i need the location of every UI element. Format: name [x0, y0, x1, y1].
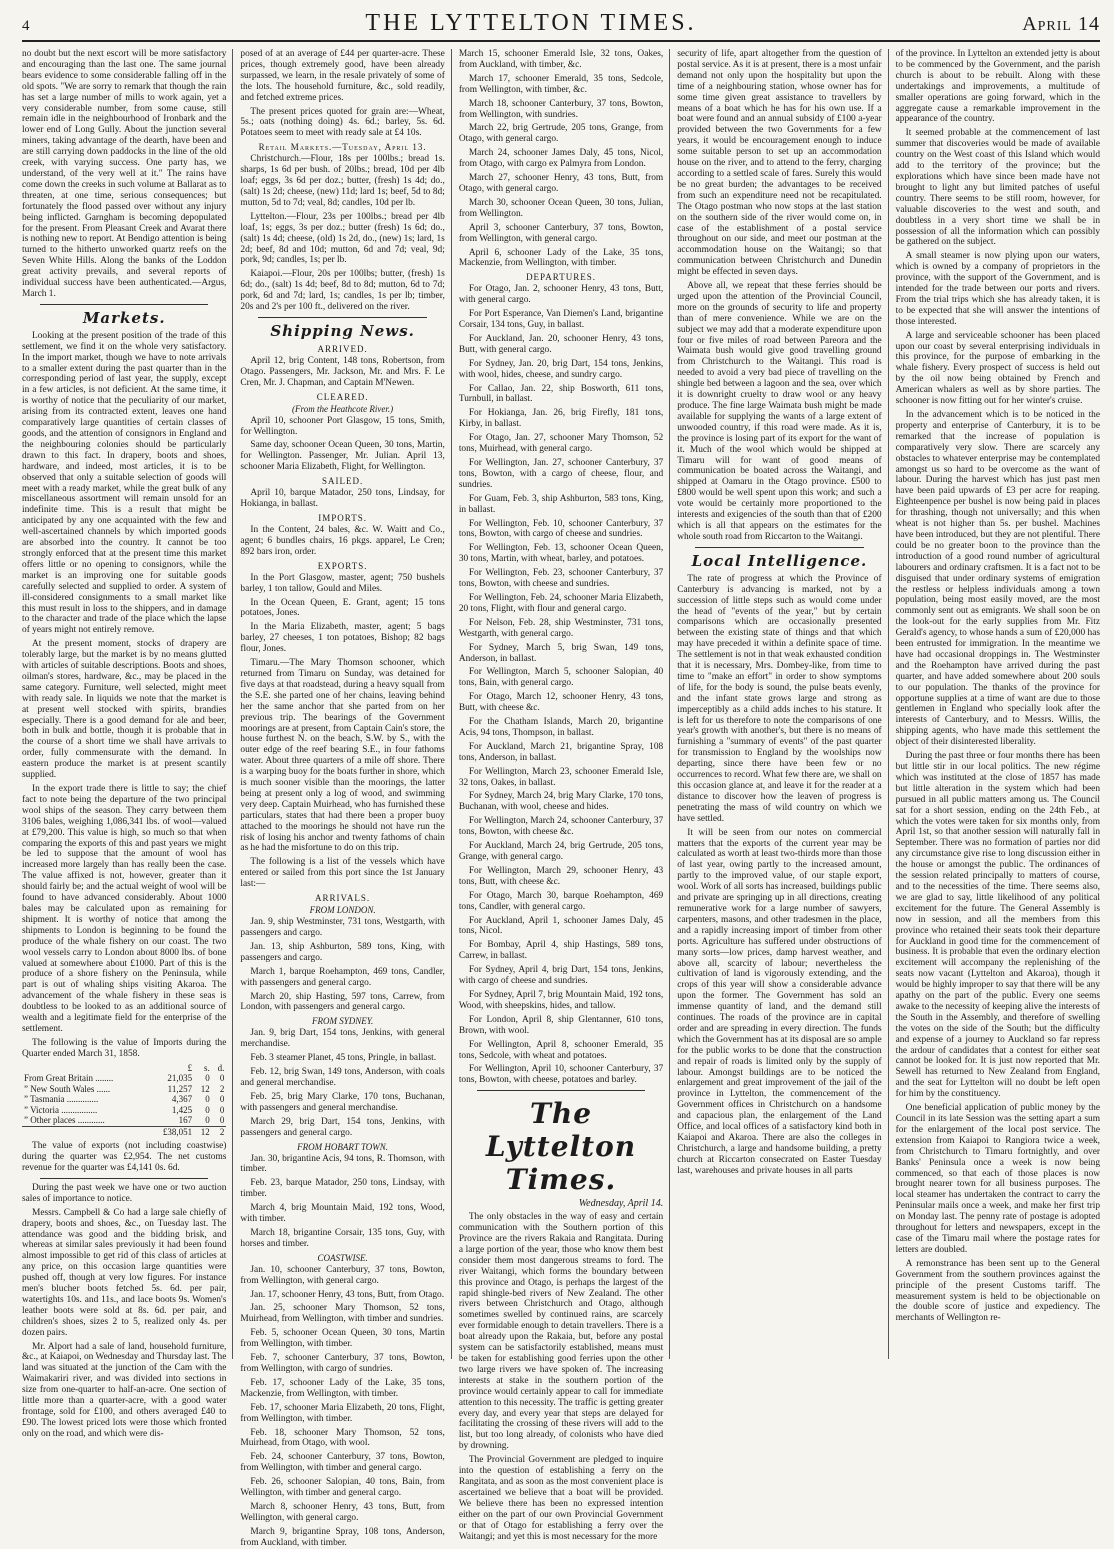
article-paragraph: In the advancement which is to be noticed in the property and enterprise of Canterbury, it is to be remarked that the increase of population is comparatively very slow. There are scarcely any obstacles to whatever enterprise may be contemplated amongst us so hard to be overcome as the want of labour. During the harvest which has just past men have been paid upwards of £3 per acre for reaping. Eighteenpence per bushel is now being paid in places for thrashing, though not universally; and this when wheat is not higher than 5s. per bushel. Machines have been introduced, but they are not plentiful. There could be no greater boon to the province than the introduction of a good round number of agricultural labourers and ordinary craftsmen. It is a fact not to be disguised that under ordinary systems of emigration the restless or helpless individuals among a town population, being most easily moved, are the most commonly sent out as emigrants. We shall soon be on the look-out for the early supplies from Mr. Fitz Gerald's agency, to whose hands a sum of £20,000 has been entrusted for immigration. In the meantime we have had occasional droppings in. The Westminster and the Roehampton have arrived during the past quarter, and have added somewhere about 200 souls to our population. The thanks of the province for opportune supplies at a time of want are due to those gentlemen in England who specially look after the interests of Canterbury, and to Messrs. Willis, the shipping agents, who have made this settlement the object of their disinterested liberality. [895, 410, 1101, 748]
page-number: 4 [22, 18, 30, 34]
table-cell: 4,367 [171, 1094, 193, 1105]
article-paragraph: It seemed probable at the commencement of last summer that discoveries would be made of available country on the West coast of this Island which would add to the territory of the province; but the explorations which have since been made have not brought to light any but limited patches of useful country. There seems to be still room, however, for valuable discoveries to the west and south, and doubtless in a very short time we shall be in possession of all the information which can possibly be gathered on the subject. [895, 128, 1101, 248]
editorial-title: The Lyttelton Times. [485, 1097, 637, 1197]
article-paragraph: posed of at an average of £44 per quarter-acre. These prices, though extremely good, have been already surpassed, we learn, in the resale privately of some of the lots. The household furniture, &c., sold readily, and fetched extreme prices. [240, 49, 445, 103]
table-cell: 0 [205, 1094, 210, 1105]
shipping-entry: For Wellington, Feb. 23, schooner Canterbury, 37 tons, Bowton, with cheese and sundries. [458, 568, 664, 590]
shipping-entry: Jan. 30, brigantine Acis, 94 tons, R. Thomson, with timber. [240, 1153, 445, 1175]
shipping-entry: For Auckland, March 24, brig Gertrude, 205 tons, Grange, with general cargo. [458, 841, 664, 862]
shipping-entry: March 20, ship Hasting, 597 tons, Carrew, from London, with passengers and general cargo. [240, 991, 445, 1013]
divider [695, 547, 863, 548]
shipping-entry: For Wellington, April 8, schooner Emerald, 35 tons, Sedcole, with wheat and potatoes. [458, 1039, 664, 1061]
shipping-entry: March 22, brig Gertrude, 205 tons, Grange, from Otago, with general cargo. [458, 123, 664, 145]
shipping-entry: April 6, schooner Lady of the Lake, 35 tons, Mackenzie, from Wellington, with timber. [458, 247, 664, 269]
shipping-entry: In the Maria Elizabeth, master, agent; 5 bags barley, 27 cheeses, 1 ton potatoes, Bishop; 82 bags flour, Jones. [240, 622, 445, 655]
masthead [22, 10, 1100, 42]
shipping-entry: For Otago, March 30, barque Roehampton, 469 tons, Candler, with general cargo. [458, 890, 664, 912]
shipping-entry: Feb. 23, barque Matador, 250 tons, Lindsay, with timber. [240, 1178, 445, 1200]
article-paragraph: Looking at the present position of the trade of this settlement, we find it on the whole very satisfactory. In the import market, though we have to note arrivals to a smaller extent during the past quarter than in the corresponding period of last year, the supply, except in a few articles, is not deficient. At the same time, it is worthy of notice that the peculiarity of our market, arising from its contracted extent, leaves one hand comparatively large quantities of certain classes of goods, and the attention of consignors in England and the neighbouring colonies should be particularly drawn to this fact. In drapery, boots and shoes, hardware, and indeed, most articles, it is to be observed that only a suitable selection of goods will meet with a ready market, while the great bulk of any miscellaneous assortment will remain unsold for an indefinite time. This is a result that might be anticipated by any one acquainted with the few and well-ascertained channels by which imported goods are absorbed into the country. It cannot be too strongly enforced that at the present time this market offers little or no opening to consignors, while the market is an improving one for suitable goods carefully selected and supplied to order. A system of ill-considered consignments to a small market like this must result in loss to the shippers, and in damage to the character and trade of the place which the lapse of years might not entirely remove. [22, 330, 227, 636]
columns [22, 49, 1101, 1548]
subheading: COASTWISE. [317, 1252, 368, 1263]
shipping-entry: For Wellington, Feb. 24, schooner Maria Elizabeth, 20 tons, Flight, with flour and general cargo. [458, 592, 664, 614]
divider [258, 317, 426, 318]
shipping-entry: Feb. 17, schooner Lady of the Lake, 35 tons, Mackenzie, from Wellington, with timber. [240, 1377, 445, 1399]
divider [40, 1178, 208, 1179]
shipping-entry: For Otago, Jan. 27, schooner Mary Thomson, 52 tons, Muirhead, with general cargo. [458, 433, 664, 455]
article-paragraph: no doubt but the next escort will be more satisfactory and encouraging than the last one. The same journal bears evidence to some considerable falling off in the old spots. "We are sorry to remark that though the rain has set a large number of mills to work again, yet a very considerable number, from some cause, still remain idle in the neighbourhood of Ironbark and the lower end of Long Gully. About the junction several miners, taking advantage of the dearth, have been and are still carrying down paddocks in the line of the old creek, with varying success. One party has, we understand, of the very well at it." The rains have come down the creeks in such volume at Ballarat as to threaten, at one time, serious consequences; but fortunately the flood passed over without any injury being inflicted. Garngham is becoming depopulated for the present. From Pleasant Creek and Avarat there is nothing new to report. At Bendigo attention is being turned to the hitherto unworked quartz reefs on the Seven White Hills. Along the banks of the Loddon great activity prevails, and several reports of individual success have been authenticated.—Argus, March 1. [22, 49, 227, 299]
article-paragraph: During the past three or four months there has been but little stir in our local politics. The new régime which was instituted at the close of 1857 has made but little alteration in the system which had been pursued in all public matters among us. The Council sat for a short session, ending on the 24th Feb., at which the votes were taken for six months only, from April 1st, so that another session will naturally fall in September. There was no formation of parties nor did any circumstance give rise to long discussion either in the house or amongst the public. The ordinances of the session related principally to matters of course, and to the necessities of the time. There seems also, we are glad to say, little likelihood of any political excitement for the future. The General Assembly is now in session, and all the members from this province who retained their seats took their departure for Auckland in good time for the commencement of business. It is probable that even the ordinary election excitement will accompany the replenishing of the seats now vacant (Lyttelton and Akaroa), though it would be highly improper to say that there will be any apathy on the part of the public. Every one seems awake to the necessity of keeping alive the interests of the South in the Assembly, and therefore of swelling the votes on the side of the South; but the difficulty and expense of a journey to Auckland so far repress the ardour of candidates that a contest for either seat cannot be looked for. It is just now reported that Mr. Sewell has returned to New Zealand from England, and the seat for Lyttelton will no doubt be left open for him by the constituency. [895, 751, 1101, 1100]
subheading: ARRIVALS. [315, 893, 371, 904]
shipping-entry: For Bombay, April 4, ship Hastings, 589 tons, Carrew, in ballast. [458, 940, 664, 962]
subheading: FROM HOBART TOWN. [297, 1141, 389, 1152]
article-paragraph: One beneficial application of public money by the Council in its late Session was the setting apart a sum for the enlargement of the local post service. The extension from Kaiapoi to Rangiora twice a week, from Christchurch to Timaru fortnightly, and over Banks' Peninsula once a week is now being commenced, so that each of those places is now brought nearer town for all business purposes. The local steamer has undertaken the contract to carry the Peninsular mails once a week, and make her first trip on Monday last. The penny rate of postage is adopted throughout for letters and newspapers, except in the case of the Timaru mail where the postage rates for letters are doubled. [895, 1103, 1101, 1255]
shipping-entry: March 30, schooner Ocean Queen, 30 tons, Julian, from Wellington. [458, 197, 664, 219]
shipping-entry: Feb. 3 steamer Planet, 45 tons, Pringle, in ballast. [250, 1053, 437, 1064]
table-cell: £ [187, 1062, 193, 1073]
shipping-entry: For Wellington, March 23, schooner Emerald Isle, 32 tons, Oakes, in ballast. [458, 766, 664, 788]
subheading: DEPARTURES. [526, 272, 596, 283]
table-cell: £38,051 [149, 1126, 194, 1137]
shipping-entry: April 3, schooner Canterbury, 37 tons, Bowton, from Wellington, with general cargo. [458, 222, 664, 244]
shipping-entry: For Callao, Jan. 22, ship Bosworth, 611 tons, Turnbull, in ballast. [458, 383, 664, 405]
shipping-entry: March 18, brigantine Corsair, 135 tons, Guy, with horses and timber. [240, 1227, 445, 1249]
table-cell: 0 [219, 1104, 225, 1115]
subheading: IMPORTS. [318, 513, 367, 523]
table-cell: ” Victoria ................ [24, 1104, 98, 1115]
article-paragraph: It will be seen from our notes on commercial matters that the exports of the current year may be calculated as worth at least two-thirds more than those of last year, owing partly to the increased amount, partly to the improved value, of our staple export, wool. Work of all sorts has increased, buildings public and private are springing up in all directions, creating remunerative work for a large number of sawyers, carpenters, masons, and other tradesmen in the place, and a rapidly increasing import of timber from other ports. Agriculture has suffered under obstructions of many sorts—low prices, damp harvest weather, and above all, scarcity of labour; nevertheless the cultivation of land is vigorously extending, and the crops of this year will show a considerable advance upon the former. The Government has sold an immense quantity of land, and the demand still continues. The roads of the province are in capital order and are spreading in every direction. The funds which the Government has at its disposal are so ample for the public works to be done that the construction and repair of roads is limited only by the supply of labour. Amongst buildings are to be noticed the enlargement and great improvement of the jail of the province in Lyttelton, the commencement of the Government offices in Christchurch on a handsome and capacious plan, the enlargement of the Land Office, and local offices of a satisfactory kind both in Kaiapoi and Akaroa. There are also the colleges in Christchurch, a large and handsome building, a pretty church at Riccarton consecrated on Easter Tuesday last, warehouses and private houses in all parts [677, 827, 882, 1176]
shipping-entry: March 24, schooner James Daly, 45 tons, Nicol, from Otago, with cargo ex Palmyra from London. [458, 148, 664, 170]
section-heading-shipping: Shipping News. [270, 321, 415, 340]
column-3 [458, 49, 670, 1542]
shipping-entry: For Auckland, March 21, brigantine Spray, 108 tons, Anderson, in ballast. [458, 741, 664, 763]
shipping-entry: For Auckland, April 1, schooner James Daly, 45 tons, Nicol. [458, 915, 664, 937]
article-paragraph: During the past week we have one or two auction sales of importance to notice. [22, 1182, 227, 1204]
table-cell [22, 1063, 149, 1074]
shipping-entry: March 1, barque Roehampton, 469 tons, Candler, with passengers and general cargo. [240, 966, 445, 988]
shipping-entry: For Otago, Jan. 2, schooner Henry, 43 tons, Butt, with general cargo. [458, 284, 664, 306]
shipping-entry: April 10, barque Matador, 250 tons, Lindsay, for Hokianga, in ballast. [240, 488, 445, 510]
shipping-entry: March 4, brig Mountain Maid, 192 tons, Wood, with timber. [240, 1203, 445, 1225]
shipping-entry: April 12, brig Content, 148 tons, Robertson, from Otago. Passengers, Mr. Jackson, Mr. and Mrs. F. Le Cren, Mr. J. Chapman, and Captain M'Newen. [240, 355, 445, 388]
table-row [22, 1105, 226, 1116]
divider [40, 304, 208, 305]
column-4 [677, 49, 888, 1359]
article-paragraph: At the present moment, stocks of drapery are tolerably large, but the market is by no means glutted with articles of suitable descriptions. Boots and shoes, oilman's stores, hardware, &c., may be placed in the same category. Furniture, well selected, might meet with ready sale. In liquids we note that the market is at present well stocked with spirits, brandies especially. There is a good demand for ale and beer, both in bulk and bottle, though it is probable that in the course of a short time we shall have arrivals to order, fully commensurate with the demand. In eastern produce the market is at present scantily supplied. [22, 639, 227, 781]
shipping-entry: Feb. 18, schooner Mary Thomson, 52 tons, Muirhead, from Otago, with wool. [240, 1427, 445, 1449]
subheading: FROM SYDNEY. [312, 1016, 374, 1027]
shipping-entry: March 15, schooner Emerald Isle, 32 tons, Oakes, from Auckland, with timber, &c. [458, 49, 664, 70]
shipping-entry: Feb. 17, schooner Maria Elizabeth, 20 tons, Flight, from Wellington, with timber. [240, 1402, 445, 1424]
shipping-entry: For the Chatham Islands, March 20, brigantine Acis, 94 tons, Thompson, in ballast. [458, 717, 664, 738]
table-cell [22, 1126, 149, 1137]
table-cell: d. [217, 1062, 225, 1073]
shipping-entry: Jan. 13, ship Ashburton, 589 tons, King, with passengers and cargo. [240, 941, 445, 963]
article-paragraph: Timaru.—The Mary Thomson schooner, which returned from Timaru on Sunday, was detained for five days at that roadstead, during a heavy squall from the S.E. she parted one of her chains, leaving behind her the same anchor that she parted from on her previous trip. The bearings of the Government moorings are at present, from Captain Cain's store, the house furthest N. on the beach, S.W. by S., with the outer edge of the reef bearing S.E., in four fathoms water. About three quarters of a mile off shore. There is a warping buoy for the boats further in shore, which is much sooner visible than the moorings, the latter being at present only a log of wood, and swimming very deep. Captain Muirhead, who has furnished these particulars, states that had there been a proper buoy attached to the moorings he should not have run the risk of losing his anchor and twenty fathoms of chain as he had the misfortune to do on this trip. [240, 658, 445, 854]
shipping-entry: Feb. 24, schooner Canterbury, 37 tons, Bowton, from Wellington, with timber and general cargo. [240, 1452, 445, 1474]
shipping-entry: For Auckland, Jan. 20, schooner Henry, 43 tons, Butt, with general cargo. [458, 333, 664, 355]
table-total-row [22, 1126, 226, 1137]
editorial-paragraph: The only obstacles in the way of easy and certain communication with the Southern portion of this Province are the rivers Rakaia and Rangitata. During a large portion of the year, those who know them best consider them most dangerous streams to ford. The river Waitangi, which forms the boundary between this province and Otago, is perhaps the largest of the rapid shingle-bed rivers of New Zealand. The other rivers between Christchurch and Otago, although sometimes swelled by continued rains, are scarcely ever formidable enough to detain travellers. There is a boat already upon the Rakaia, but, before any postal system can be satisfactorily established, means must be taken for establishing good ferries upon the other two large rivers we have spoken of. The increasing interests at stake in the southern portion of the province would certainly appear to call for immediate attention to this necessity. The traffic is getting greater every day, and every year that steps are delayed for facilitating the crossing of these rivers will add to the list, but too long already, of colonists who have died by drowning. [458, 1212, 664, 1452]
shipping-entry: Feb. 5, schooner Ocean Queen, 30 tons, Martin from Wellington, with timber. [240, 1328, 445, 1350]
table-cell: 2 [219, 1083, 225, 1094]
shipping-entry: For London, April 8, ship Glentanner, 610 tons, Brown, with wool. [458, 1014, 664, 1036]
article-paragraph: In the export trade there is little to say; the chief fact to note being the departure of the two principal wool ships of the season. They carry between them 3106 bales, weighing 1,086,341 lbs. of wool—valued at £79,200. This value is high, so much so that when comparing the exports of this and past years we might be led to suppose that the amount of wool has increased more largely than has really been the case. The value affixed is not, however, greater than it should fairly be; and the actual weight of wool will be found to have advanced considerably. About 1000 bales may be calculated upon as remaining for shipment. It is worthy of notice that among the shipments to London is beginning to be found the produce of the whale fishery on our coast. The two wool vessels carry to London about 8000 lbs. of bone valued at somewhere about £1000. Part of this is the produce of a shore fishery on the Peninsula, while part is out of whaling ships visiting Akaroa. The advancement of the whale fishery in these seas is doubtless to be looked to as an additional source of wealth and a legitimate field for the enterprise of the settlement. [22, 784, 227, 1034]
article-paragraph: Messrs. Campbell & Co had a large sale chiefly of drapery, boots and shoes, &c., on Tuesday last. The attendance was good and the bidding brisk, and whereas at similar sales previously it had been found almost impossible to get rid of this class of articles at any price, on this occasion large quantities were pushed off, though at very low figures. For instance men's blucher boots fetched 5s. 6d. per pair, watertights 10s. and 11s., and lace boots 9s. Women's leather boots were sold at 8s. 6d. per pair, and children's shoes, sizes 2 to 5, realized only 4s. per dozen pairs. [22, 1207, 227, 1338]
shipping-entry: Feb. 7, schooner Canterbury, 37 tons, Bowton, from Wellington, with cargo of sundries. [240, 1353, 445, 1374]
shipping-entry: For Nelson, Feb. 28, ship Westminster, 731 tons, Westgarth, with general cargo. [458, 617, 664, 639]
table-cell: 12 [200, 1083, 210, 1094]
table-row [22, 1115, 226, 1126]
shipping-entry: In the Content, 24 bales, &c. W. Waitt and Co., agent; 6 bundles chairs, 16 pkgs. apparel, Le Cren; 892 bars iron, order. [240, 525, 445, 557]
article-paragraph: The following is the value of Imports during the Quarter ended March 31, 1858. [22, 1037, 227, 1059]
shipping-entry: Jan. 25, schooner Mary Thomson, 52 tons, Muirhead, from Wellington, with timber and sundries. [240, 1303, 445, 1325]
article-paragraph: A remonstrance has been sent up to the General Government from the southern provinces against the principle of the present Customs tariff. The measurement system is held to be objectionable on the double score of justice and expediency. The merchants of Wellington re- [895, 1258, 1101, 1324]
editorial-paragraph: The Provincial Government are pledged to inquire into the question of establishing a ferry on the Rangitata, and as soon as the most convenient place is ascertained we believe that a boat will be provided. We believe there has been no expressed intention either on the part of our own Provincial Government or that of Otago for establishing a ferry over the Waitangi; and yet this is most necessary for the more [458, 1455, 664, 1542]
subheading: CLEARED. [316, 391, 369, 402]
table-cell: 0 [205, 1115, 210, 1126]
table-cell: 0 [205, 1104, 210, 1115]
shipping-entry: For Guam, Feb. 3, ship Ashburton, 583 tons, King, in ballast. [458, 493, 664, 515]
subheading: FROM LONDON. [309, 905, 376, 916]
shipping-entry: Feb. 25, brig Mary Clarke, 170 tons, Buchanan, with passengers and general merchandise. [240, 1091, 445, 1113]
editorial-paragraph: Above all, we repeat that these ferries should be urged upon the attention of the Provincial Council, more on the grounds of security to life and property than of mere convenience. While we are on the subject we may add that a moderate expenditure upon four or five miles of road between Pareora and the Waimata bush would give good travelling ground from Christchurch to the Waitangi. This road is needed to avoid a very bad piece of travelling on the shingle bed between a lagoon and the sea, over which it is downright cruelty to draw wool or any heavy produce. The fine large Waimata bush might be made available for supplying the wants of a large extent of unwooded country, if this road were made. As it is, the province is losing part of its export for the want of it. Much of the wool which would be shipped at Timaru will for want of good means of communication be boated across the Waitangi, and shipped at Oamaru in the Otago province. £500 to £800 would be well spent upon this work; and such a vote would be certainly more proportioned to the interests and exigencies of the south than that of £200 which is all that appears on the estimates for the whole south road from Riccarton to the Waitangi. [677, 281, 882, 542]
divider [477, 1090, 645, 1091]
shipping-entry: For Hokianga, Jan. 26, brig Firefly, 181 tons, Kirby, in ballast. [458, 408, 664, 430]
shipping-entry: Jan. 10, schooner Canterbury, 37 tons, Bowton, from Wellington, with general cargo. [240, 1264, 445, 1286]
shipping-entry: March 29, brig Dart, 154 tons, Jenkins, with passengers and general cargo. [240, 1116, 445, 1138]
article-paragraph: The value of exports (not including coastwise) during the quarter was £2,954. The net customs revenue for the quarter was £4,141 0s. 6d. [22, 1141, 227, 1173]
shipping-entry: March 18, schooner Canterbury, 37 tons, Bowton, from Wellington, with sundries. [458, 98, 664, 120]
section-heading-local-intelligence: Local Intelligence. [691, 551, 868, 570]
newspaper-title: THE LYTTELTON TIMES. [365, 10, 697, 36]
section-heading-markets: Markets. [82, 308, 166, 327]
shipping-entry: For Wellington, Feb. 13, schooner Ocean Queen, 30 tons, Martin, with wheat, barley, and potatoes. [458, 543, 664, 565]
subheading: (From the Heathcote River.) [292, 403, 394, 414]
shipping-entry: For Sydney, April 7, brig Mountain Maid, 192 tons, Wood, with sheepskins, hides, and tallow. [458, 989, 664, 1011]
table-row [22, 1084, 226, 1095]
table-cell: 167 [178, 1115, 193, 1126]
table-cell: 21,035 [167, 1073, 193, 1084]
article-paragraph: Christchurch.—Flour, 18s per 100lbs.; bread 1s. sharps, 1s 6d per bush. of 20lbs.; bread, 10d per 4lb loaf; eggs, 3s 6d per doz.; butter, (fresh) 1s 4d; do., (salt) 1s 2d; cheese, (new) 11d; lard 1s; beef, 5d to 8d; mutton, 5d to 7d; veal, 8d; candles, 10d per lb. [240, 154, 445, 208]
table-cell: 0 [219, 1073, 225, 1084]
editorial-dateline: Wednesday, April 14. [578, 1198, 664, 1210]
shipping-entry: March 17, schooner Emerald, 35 tons, Sedcole, from Wellington, with timber, &c. [458, 73, 664, 95]
issue-date: April 14 [1022, 13, 1100, 35]
table-cell: ” Tasmania .............. [24, 1094, 99, 1105]
column-2 [240, 49, 451, 1548]
table-header-row [22, 1063, 226, 1074]
shipping-entry: Feb. 12, brig Swan, 149 tons, Anderson, with coals and general merchandise. [240, 1067, 445, 1088]
shipping-entry: For Port Esperance, Van Diemen's Land, brigantine Corsair, 134 tons, Guy, in ballast. [458, 309, 664, 331]
table-cell: s. [204, 1062, 210, 1073]
table-row [22, 1094, 226, 1105]
shipping-entry: For Wellington, March 24, schooner Canterbury, 37 tons, Bowton, with cheese &c. [458, 816, 664, 838]
column-5 [896, 49, 1100, 1359]
shipping-entry: For Sydney, March 24, brig Mary Clarke, 170 tons, Buchanan, with wool, cheese and hides. [458, 791, 664, 813]
article-paragraph: The present prices quoted for grain are:—Wheat, 5s.; oats (nothing doing) 4s. 6d.; barley, 5s. 6d. Potatoes seem to meet with ready sale at £4 10s. [240, 106, 445, 139]
shipping-entry: Jan. 17, schooner Henry, 43 tons, Butt, from Otago. [250, 1289, 445, 1300]
table-row [22, 1073, 226, 1084]
table-cell: 2 [212, 1126, 227, 1137]
shipping-entry: For Wellington, Feb. 10, schooner Canterbury, 37 tons, Bowton, with cargo of cheese and sundries. [458, 518, 664, 540]
shipping-entry: In the Ocean Queen, E. Grant, agent; 15 tons potatoes, Jones. [240, 597, 445, 619]
article-paragraph: Mr. Alport had a sale of land, household furniture, &c., at Kaiapoi, on Wednesday and Thursday last. The land was situated at the junction of the Cam with the Waimakariri river, and was divided into sections in size from one-quarter to half-an-acre. One section of little more than a quarter-acre, with a good water frontage, sold for £100, and others averaged £40 to £90. The lowest priced lots were those which fronted only on the road, and which were dis- [22, 1341, 227, 1439]
table-cell: 1,425 [171, 1104, 193, 1115]
shipping-entry: March 9, brigantine Spray, 108 tons, Anderson, from Auckland, with timber. [240, 1526, 445, 1548]
shipping-entry: Jan. 9, brig Dart, 154 tons, Jenkins, with general merchandise. [240, 1028, 445, 1050]
subheading: EXPORTS. [317, 560, 368, 571]
table-cell: 0 [219, 1094, 225, 1105]
table-cell: 0 [219, 1115, 225, 1126]
imports-table [22, 1063, 226, 1138]
shipping-entry: Feb. 26, schooner Salopian, 40 tons, Bain, from Wellington, with timber and general cargo. [240, 1477, 445, 1499]
shipping-entry: For Sydney, Jan. 20, brig Dart, 154 tons, Jenkins, with wool, hides, cheese, and sundry cargo. [458, 358, 664, 380]
shipping-entry: Jan. 9, ship Westminster, 731 tons, Westgarth, with passengers and cargo. [240, 917, 445, 938]
shipping-entry: For Wellington, March 29, schooner Henry, 43 tons, Butt, with cheese &c. [458, 865, 664, 887]
article-paragraph: Kaiapoi.—Flour, 20s per 100lbs; butter, (fresh) 1s 6d; do., (salt) 1s 4d; beef, 8d to 8d; mutton, 6d to 7d; pork, 6d and 7d; lard, 1s; candles, 1s per lb; timber, 20s and 2's per 100 ft., delivered on the river. [240, 269, 445, 313]
table-cell: ” New South Wales ...... [24, 1083, 111, 1094]
shipping-entry: For Wellington, March 5, schooner Salopian, 40 tons, Bain, with general cargo. [458, 667, 664, 689]
article-paragraph: Lyttelton.—Flour, 23s per 100lbs.; bread per 4lb loaf, 1s; eggs, 3s per doz.; butter (fresh) 1s 6d; do., (salt) 1s 4d; cheese, (old) 1s 2d, do., (new) 1s; lard, 1s 2d; beef, 8d and 10d; mutton, 6d and 7d; veal, 9d; pork, 9d; candles, 1s; per lb. [240, 211, 445, 266]
shipping-entry: For Otago, March 12, schooner Henry, 43 tons, Butt, with cheese &c. [458, 692, 664, 714]
column-1 [22, 49, 233, 1439]
subheading: SAILED. [321, 476, 364, 487]
article-paragraph: A small steamer is now plying upon our waters, which is owned by a company of proprietors in the province, with the support of the Government, and is intended for the trade between our ports and rivers. From the trial trips which she has already taken, it is to be expected that she will answer the intentions of those interested. [895, 251, 1101, 327]
shipping-entry: For Sydney, April 4, brig Dart, 154 tons, Jenkins, with cargo of cheese and sundries. [458, 965, 664, 987]
table-cell: ” Other places ............ [24, 1115, 105, 1126]
subheading: ARRIVED. [317, 343, 368, 354]
shipping-entry: For Wellington, April 10, schooner Canterbury, 37 tons, Bowton, with cheese, potatoes and barley. [458, 1064, 664, 1086]
editorial-paragraph: security of life, apart altogether from the question of postal service. As it is at present, there is a most unfair demand not only upon the hospitality but upon the time of a neighbouring station, whose owner has for some time given great assistance to travellers by means of a boat which he has for his own use. If a boat were found and an annual subsidy of £100 a-year provided between the two Governments for a few years, it would be encouragement enough to induce some suitable person to set up an accommodation house on the river, and to attend to the ferry, charging according to a settled scale of fares. Surely this would be no great burden; the advantages to be received from such an expenditure need not be recapitulated. The Otago postman who now stops at the last station on the southern side of the river would come on, in case of the establishment of a postal service throughout on our side, and meet our postman at the accommodation house on the Waitangi; so that communication between Christchurch and Dunedin might be effected in seven days. [677, 49, 882, 278]
shipping-entry: March 8, schooner Henry, 43 tons, Butt, from Wellington, with general cargo. [240, 1501, 445, 1523]
table-cell: 12 [194, 1126, 212, 1137]
article-paragraph: of the province. In Lyttelton an extended jetty is about to be commenced by the Government, and the parish church is about to be rebuilt. Along with these undertakings and improvements, a multitude of smaller operations are going forward, which in the aggregate cause a remarkable improvement in the appearance of the country. [895, 49, 1101, 125]
shipping-entry: March 27, schooner Henry, 43 tons, Butt, from Otago, with general cargo. [458, 173, 664, 194]
article-paragraph: A large and serviceable schooner has been placed upon our coast by several enterprising individuals in this province, for the purpose of embarking in the whale fishery. Every prospect of success is held out by the oil now being obtained by French and American whalers as well as by shore parties. The schooner is now fitting out for her winter's cruise. [895, 330, 1101, 407]
shipping-entry: In the Port Glasgow, master, agent; 750 bushels barley, 1 ton tallow, Gould and Miles. [240, 572, 445, 594]
retail-markets-heading: Retail Markets.—Tuesday, April 13. [258, 142, 427, 153]
article-paragraph: The rate of progress at which the Province of Canterbury is advancing is marked, not by a succession of little steps such as would come under the head of "events of the year," but by certain comparisons which are occasionally presented between the existing state of things and that which may have preceded it within a definite space of time. The settlement is not in that weak exhausted condition that it is necessary, Mrs. Dombey-like, from time to time to "make an effort" in order to show symptoms of life, for the body is sound, the pulse beats evenly, and the infant state grows large and strong as imperceptibly as a child adds inches to his stature. It is left for us therefore to note the comparisons of one year's growth with another's, but there is no means of furnishing a "summary of events" of the past quarter for transmission to England by the woolships now departing, since there have been few or no occurrences to record. What few there are, we shall on this occasion glance at, and leave it for the reader at a distance to discover how the leaven of progress is penetrating the mass of wild country on which we have settled. [677, 573, 882, 824]
table-cell: 11,257 [167, 1083, 193, 1094]
shipping-entry: April 10, schooner Port Glasgow, 15 tons, Smith, for Wellington. [240, 415, 445, 437]
table-cell: 0 [205, 1073, 210, 1084]
article-paragraph: The following is a list of the vessels which have entered or sailed from this port since the 1st January last:— [240, 857, 445, 890]
shipping-entry: For Wellington, Jan. 27, schooner Canterbury, 37 tons, Bowton, with a cargo of cheese, flour, and sundries. [458, 458, 664, 490]
shipping-entry: Same day, schooner Ocean Queen, 30 tons, Martin, for Wellington. Passenger, Mr. Julian. April 13, schooner Maria Elizabeth, Flight, for Wellington. [240, 440, 445, 473]
table-cell: From Great Britain ........ [24, 1073, 114, 1084]
shipping-entry: For Sydney, March 5, brig Swan, 149 tons, Anderson, in ballast. [458, 642, 664, 664]
